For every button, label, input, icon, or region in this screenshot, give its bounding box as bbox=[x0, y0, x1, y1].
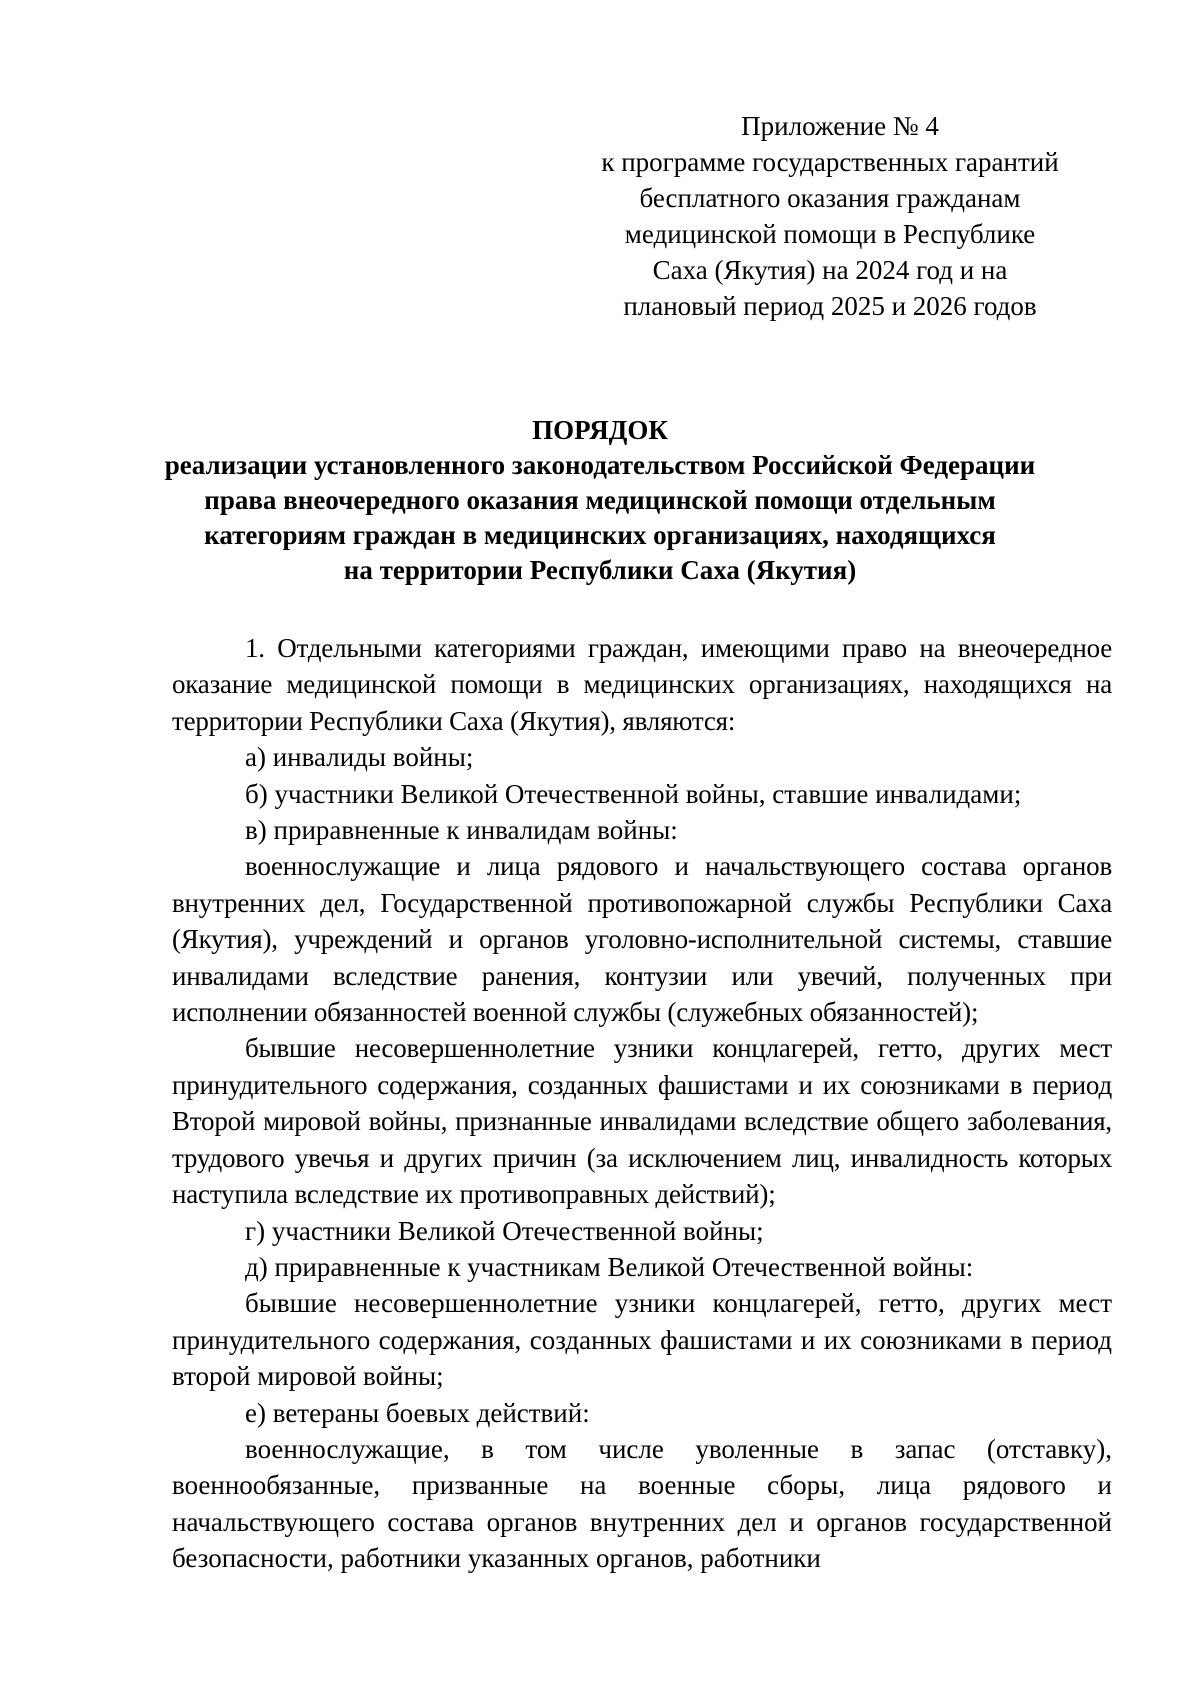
paragraph-combat-veterans: военнослужащие, в том числе уволенные в запас (отставку), военнообязанные, призванные на военные сборы, лица рядового и начальствующего состава органов внутренних дел и органов государственной безопасности, работники указанных органов, работники bbox=[172, 1433, 1112, 1574]
appendix-number: Приложение № 4 bbox=[741, 111, 939, 141]
list-item-d: д) приравненные к участникам Великой Отечественной войны: bbox=[245, 1251, 974, 1282]
title-subtitle-line: права внеочередного оказания медицинской помощи отдельным bbox=[204, 485, 996, 515]
paragraph-former-prisoners-2: бывшие несовершеннолетние узники концлагерей, гетто, других мест принудительного содержания, созданных фашистами и их союзниками в период второй мировой войны; bbox=[172, 1288, 1112, 1392]
paragraph-servicemen: военнослужащие и лица рядового и начальствующего состава органов внутренних дел, Государственной противопожарной службы Республики Саха (Якутия), учреждений и органов уголовно-исполнительной системы, ставшие инвалидами вследствие ранения, контузии или увечий, полученных при исполнении обязанностей военной службы (служебных обязанностей); bbox=[172, 851, 1112, 1028]
appendix-line: к программе государственных гарантий bbox=[601, 147, 1059, 177]
list-item-b: б) участники Великой Отечественной войны, ставшие инвалидами; bbox=[245, 778, 1022, 809]
appendix-line: плановый период 2025 и 2026 годов bbox=[623, 291, 1037, 321]
appendix-header bbox=[580, 108, 1080, 324]
title-subtitle-line: реализации установленного законодательством Российской Федерации bbox=[164, 450, 1036, 480]
list-item-e: е) ветераны боевых действий: bbox=[245, 1397, 590, 1428]
list-item-v: в) приравненные к инвалидам войны: bbox=[245, 815, 678, 846]
appendix-line: Саха (Якутия) на 2024 год и на bbox=[652, 255, 1008, 285]
appendix-line: медицинской помощи в Республике bbox=[624, 219, 1036, 249]
paragraph-former-prisoners: бывшие несовершеннолетние узники концлагерей, гетто, других мест принудительного содержания, созданных фашистами и их союзниками в период Второй мировой войны, признанные инвалидами вследствие общего заболевания, трудового увечья и других причин (за исключением лиц, инвалидность которых наступила вследствие их противоправных действий); bbox=[172, 1033, 1112, 1210]
title-subtitle-line: на территории Республики Саха (Якутия) bbox=[343, 555, 857, 585]
title-subtitle-line: категориям граждан в медицинских организациях, находящихся bbox=[204, 520, 996, 550]
list-item-a: а) инвалиды войны; bbox=[245, 742, 474, 773]
paragraph-1: 1. Отдельными категориями граждан, имеющими право на внеочередное оказание медицинской помощи в медицинских организациях, находящихся на территории Республики Саха (Якутия), являются: bbox=[172, 633, 1112, 736]
appendix-line: бесплатного оказания гражданам bbox=[639, 183, 1021, 213]
list-item-g: г) участники Великой Отечественной войны; bbox=[245, 1215, 764, 1246]
document-body bbox=[172, 630, 1112, 1577]
document-title bbox=[150, 413, 1050, 588]
title-heading: ПОРЯДОК bbox=[532, 415, 668, 445]
